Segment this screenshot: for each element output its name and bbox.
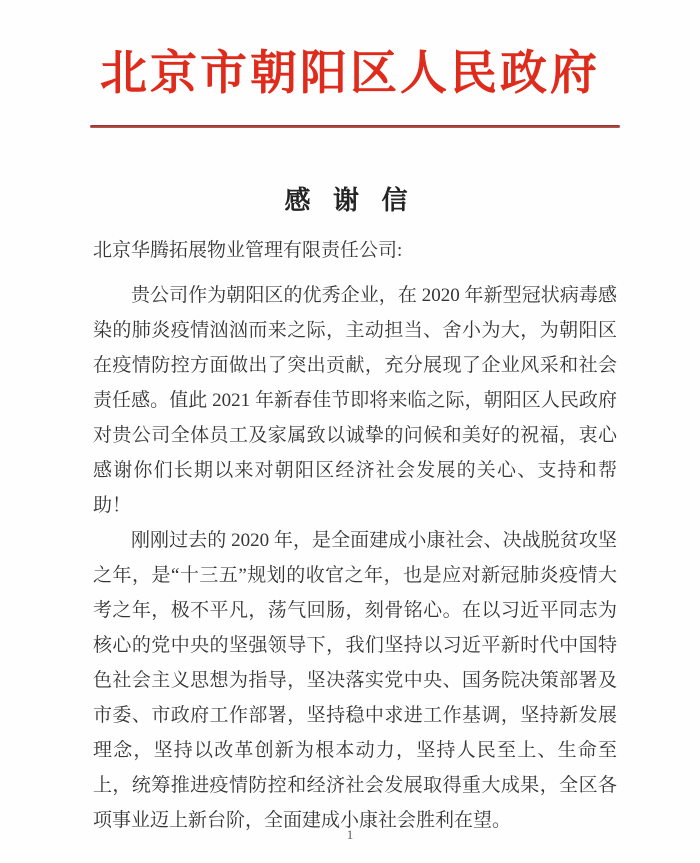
letter-title: 感 谢 信 — [284, 186, 416, 215]
letter-paragraph-1: 贵公司作为朝阳区的优秀企业，在 2020 年新型冠状病毒感染的肺炎疫情汹汹而来之际，主动担当、舍小为大，为朝阳区在疫情防控方面做出了突出贡献，充分展现了企业风采和社会责任感。值此 2021 年新春佳节即将来临之际，朝阳区人民政府对贵公司全体员工及家属致以诚挚的问候和美好的祝福，衷心感谢你们长期以来对朝阳区经济社会发展的关心、支持和帮助！ — [93, 285, 617, 516]
letterhead-issuer-title: 北京市朝阳区人民政府 — [100, 48, 600, 100]
letterhead-divider-line — [90, 125, 620, 128]
letter-paragraph-2: 刚刚过去的 2020 年，是全面建成小康社会、决战脱贫攻坚之年，是“十三五”规划的收官之年，也是应对新冠肺炎疫情大考之年，极不平凡，荡气回肠，刻骨铭心。在以习近平同志为核心的党中央的坚强领导下，我们坚持以习近平新时代中国特色社会主义思想为指导，坚决落实党中央、国务院决策部署及市委、市政府工作部署，坚持稳中求进工作基调，坚持新发展理念，坚持以改革创新为根本动力，坚持人民至上、生命至上，统筹推进疫情防控和经济社会发展取得重大成果，全区各项事业迈上新台阶，全面建成小康社会胜利在望。 — [93, 530, 617, 831]
letter-salutation: 北京华腾拓展物业管理有限责任公司: — [93, 240, 403, 261]
page-number: 1 — [346, 827, 354, 842]
letter-body — [93, 233, 617, 838]
